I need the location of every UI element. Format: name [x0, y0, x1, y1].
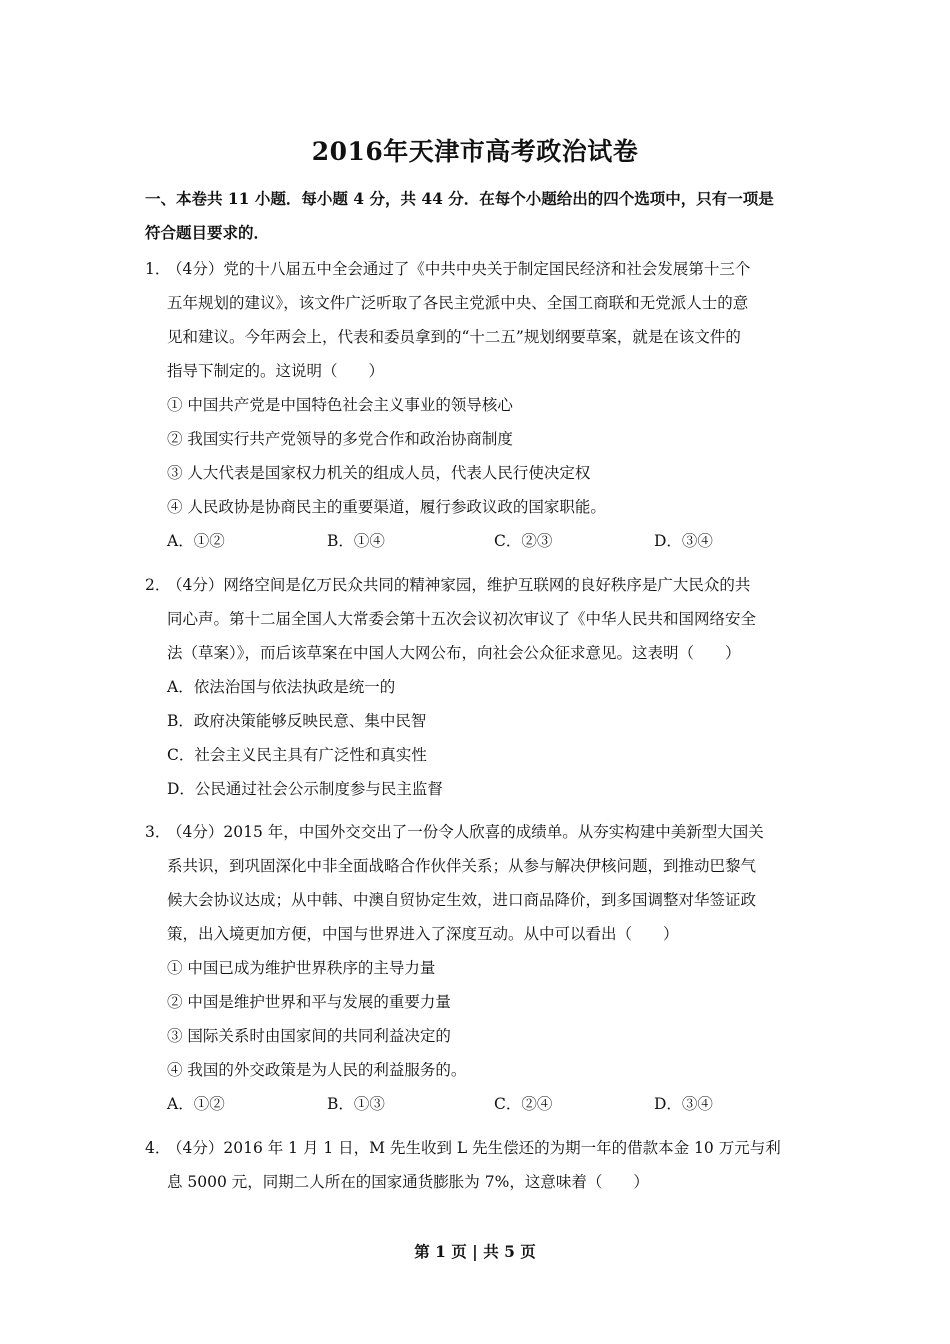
question-2-stem-line: 法（草案）》，而后该草案在中国人大网公布，向社会公众征求意见。这表明（ ）	[167, 644, 741, 662]
choice-b: B．①④	[327, 532, 385, 550]
question-4	[145, 1131, 810, 1199]
question-3	[145, 815, 810, 1121]
statement-item: ④ 我国的外交政策是为人民的利益服务的。	[167, 1061, 467, 1079]
question-stem-text: （4分）2016 年 1 月 1 日，M 先生收到 L 先生偿还的为期一年的借款本金 10 万元与利	[167, 1139, 781, 1157]
question-3-stem-line: 候大会协议达成；从中韩、中澳自贸协定生效，进口商品降价，到多国调整对华签证政	[167, 891, 757, 909]
statement-item: ① 中国共产党是中国特色社会主义事业的领导核心	[167, 396, 513, 414]
question-4-stem-line	[145, 1131, 810, 1165]
question-1	[145, 252, 810, 558]
question-number: 4．	[145, 1139, 171, 1157]
section-heading-line-2: 符合题目要求的．	[145, 223, 270, 242]
question-1-stem-line: 指导下制定的。这说明（ ）	[167, 362, 385, 380]
statement-item: ④ 人民政协是协商民主的重要渠道，履行参政议政的国家职能。	[167, 498, 606, 516]
choice-row	[145, 524, 810, 558]
question-4-stem-line: 息 5000 元，同期二人所在的国家通货膨胀为 7%，这意味着（ ）	[167, 1173, 649, 1191]
choice-c: C．②④	[494, 1095, 553, 1113]
statement-item: ③ 国际关系时由国家间的共同利益决定的	[167, 1027, 451, 1045]
question-1-stem-line: 五年规划的建议》，该文件广泛听取了各民主党派中央、全国工商联和无党派人士的意	[167, 294, 749, 312]
question-stem-text: （4分）2015 年，中国外交交出了一份令人欣喜的成绩单。从夯实构建中美新型大国关	[167, 823, 764, 841]
statement-item: ③ 人大代表是国家权力机关的组成人员，代表人民行使决定权	[167, 464, 591, 482]
page-footer: 第 1 页 | 共 5 页	[414, 1242, 536, 1261]
option-item: D．公民通过社会公示制度参与民主监督	[167, 780, 443, 798]
choice-b: B．①③	[327, 1095, 385, 1113]
question-stem-text: （4分）党的十八届五中全会通过了《中共中央关于制定国民经济和社会发展第十三个	[167, 260, 751, 278]
question-1-stem-line: 见和建议。今年两会上，代表和委员拿到的“十二五”规划纲要草案，就是在该文件的	[167, 328, 741, 346]
choice-a: A．①②	[167, 1095, 225, 1113]
statement-item: ① 中国已成为维护世界秩序的主导力量	[167, 959, 436, 977]
question-3-stem-line	[145, 815, 810, 849]
section-heading-line-1: 一、本卷共 11 小题．每小题 4 分，共 44 分．在每个小题给出的四个选项中，只有一项是	[145, 189, 774, 208]
question-number: 2．	[145, 576, 171, 594]
question-number: 1．	[145, 260, 171, 278]
option-item: B．政府决策能够反映民意、集中民智	[167, 712, 427, 730]
question-3-stem-line: 策，出入境更加方便，中国与世界进入了深度互动。从中可以看出（ ）	[167, 925, 679, 943]
section-heading	[145, 182, 810, 250]
question-1-stem-line	[145, 252, 810, 286]
question-number: 3．	[145, 823, 171, 841]
choice-c: C．②③	[494, 532, 553, 550]
statement-item: ② 中国是维护世界和平与发展的重要力量	[167, 993, 451, 1011]
choice-d: D．③④	[654, 532, 713, 550]
question-2	[145, 568, 810, 806]
question-2-stem-line	[145, 568, 810, 602]
question-3-stem-line: 系共识，到巩固深化中非全面战略合作伙伴关系；从参与解决伊核问题，到推动巴黎气	[167, 857, 757, 875]
option-item: A．依法治国与依法执政是统一的	[167, 678, 396, 696]
statement-item: ② 我国实行共产党领导的多党合作和政治协商制度	[167, 430, 513, 448]
choice-a: A．①②	[167, 532, 225, 550]
choice-d: D．③④	[654, 1095, 713, 1113]
option-item: C．社会主义民主具有广泛性和真实性	[167, 746, 427, 764]
question-2-stem-line: 同心声。第十二届全国人大常委会第十五次会议初次审议了《中华人民共和国网络安全	[167, 610, 757, 628]
choice-row	[145, 1087, 810, 1121]
page-title: 2016年天津市高考政治试卷	[311, 137, 639, 166]
question-stem-text: （4分）网络空间是亿万民众共同的精神家园，维护互联网的良好秩序是广大民众的共	[167, 576, 751, 594]
